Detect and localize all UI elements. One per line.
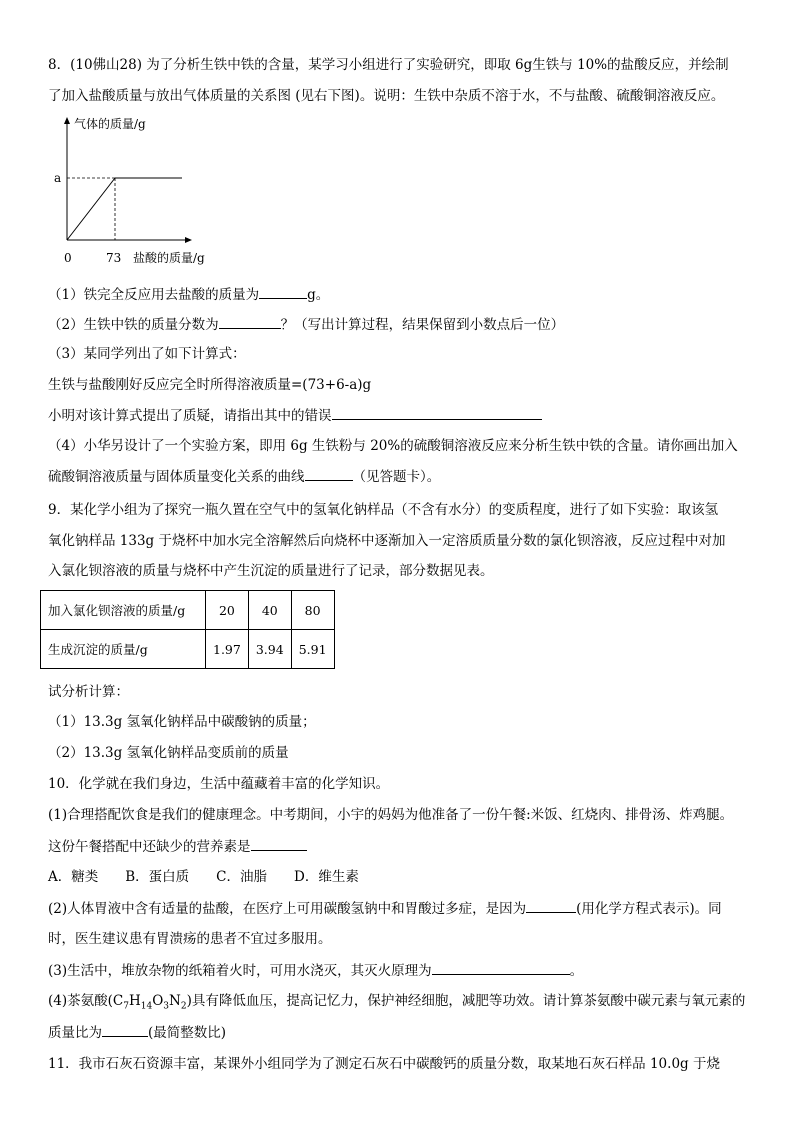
q8-line1: 8．(10佛山28) 为了分析生铁中铁的含量，某学习小组进行了实验研究，即取 6g生铁与 10%的盐酸反应，并绘制 bbox=[48, 57, 729, 73]
q8-p1-blank[interactable] bbox=[259, 284, 307, 299]
q10-p3: (3)生活中，堆放杂物的纸箱着火时，可用水浇灭，其灭火原理为 。 bbox=[48, 960, 583, 981]
q9-part1: （1）13.3g 氢氧化钠样品中碳酸钠的质量； bbox=[48, 714, 316, 730]
graph-origin: 0 bbox=[64, 251, 72, 265]
q9-analysis: 试分析计算： bbox=[48, 684, 129, 700]
q10-p4-line1: (4)茶氨酸$(C_7H_{14}O_3N_2)$具有降低血压，提高记忆力，保护神经细胞，减肥等功效。请计算茶氨酸中碳元素与氧元素的 bbox=[48, 993, 746, 1012]
table-cell: 1.97 bbox=[206, 630, 249, 669]
q8-part4-line1: （4）小华另设计了一个实验方案，即用 6g 生铁粉与 20%的硫酸铜溶液反应来分析生铁中铁的含量。请你画出加入 bbox=[48, 438, 738, 454]
table-row1-label: 加入氯化钡溶液的质量/g bbox=[41, 591, 206, 630]
graph-rise-line bbox=[67, 178, 115, 240]
q8-p1-pre: （1）铁完全反应用去盐酸的质量为 bbox=[48, 287, 260, 303]
q8-p2-post: ？（写出计算过程，结果保留到小数点后一位） bbox=[280, 317, 565, 333]
q10-p4-blank[interactable] bbox=[102, 1022, 148, 1037]
table-cell: 5.91 bbox=[291, 630, 334, 669]
table-cell: 40 bbox=[248, 591, 291, 630]
q8-part3: （3）某同学列出了如下计算式： bbox=[48, 346, 246, 362]
q10-p3-blank[interactable] bbox=[432, 960, 570, 975]
q8-question: 小明对该计算式提出了质疑，请指出其中的错误 bbox=[48, 405, 542, 426]
q10-p2-line1: (2)人体胃液中含有适量的盐酸，在医疗上可用碳酸氢钠中和胃酸过多症，是因为 (用化学方程式表示)。同 bbox=[48, 898, 722, 919]
q11-line1: 11．我市石灰石资源丰富，某课外小组同学为了测定石灰石中碳酸钙的质量分数，取某地石灰石样品 10.0g 于烧 bbox=[48, 1056, 720, 1072]
table-row bbox=[41, 591, 335, 630]
q8-part1 bbox=[48, 284, 329, 305]
q8-graph bbox=[48, 112, 238, 272]
q8-p3-blank[interactable] bbox=[332, 405, 542, 420]
graph-xlabel: 盐酸的质量/g bbox=[133, 251, 205, 265]
q10-p2-blank[interactable] bbox=[526, 898, 576, 913]
q10-p2-line2: 时，医生建议患有胃溃疡的患者不宜过多服用。 bbox=[48, 931, 332, 947]
table-row bbox=[41, 630, 335, 669]
q8-p2-pre: （2）生铁中铁的质量分数为 bbox=[48, 317, 219, 333]
q9-part2: （2）13.3g 氢氧化钠样品变质前的质量 bbox=[48, 745, 289, 761]
q10-options: A．糖类 B．蛋白质 C．油脂 D．维生素 bbox=[48, 869, 359, 885]
q10-p1-blank[interactable] bbox=[251, 836, 307, 851]
table-cell: 20 bbox=[206, 591, 249, 630]
table-cell: 3.94 bbox=[248, 630, 291, 669]
q8-p4-blank[interactable] bbox=[305, 466, 353, 481]
q9-line1: 9．某化学小组为了探究一瓶久置在空气中的氢氧化钠样品（不含有水分）的变质程度，进行了如下实验：取该氢 bbox=[48, 502, 719, 518]
q8-part2 bbox=[48, 314, 564, 335]
table-row2-label: 生成沉淀的质量/g bbox=[41, 630, 206, 669]
table-cell: 80 bbox=[291, 591, 334, 630]
q8-part4-line2: 硫酸铜溶液质量与固体质量变化关系的曲线 （见答题卡）。 bbox=[48, 466, 440, 487]
q8-formula: 生铁与盐酸刚好反应完全时所得溶液质量=(73+6-a)g bbox=[48, 377, 372, 393]
q9-line2: 氧化钠样品 133g 于烧杯中加水完全溶解然后向烧杯中逐渐加入一定溶质质量分数的氯化钡溶液，反应过程中对加 bbox=[48, 533, 726, 549]
graph-x-tick: 73 bbox=[106, 251, 122, 265]
q9-data-table bbox=[40, 590, 335, 669]
q8-p1-post: g。 bbox=[307, 287, 330, 303]
graph-y-tick: a bbox=[54, 171, 62, 185]
q8-p2-blank[interactable] bbox=[219, 314, 281, 329]
q8-line2: 了加入盐酸质量与放出气体质量的关系图 (见右下图)。说明：生铁中杂质不溶于水，不与盐酸、硫酸铜溶液反应。 bbox=[48, 88, 725, 104]
q10-line1: 10．化学就在我们身边，生活中蕴藏着丰富的化学知识。 bbox=[48, 776, 390, 792]
graph-ylabel: 气体的质量/g bbox=[74, 117, 146, 131]
q9-line3: 入氯化钡溶液的质量与烧杯中产生沉淀的质量进行了记录，部分数据见表。 bbox=[48, 563, 494, 579]
q10-p4-line2: 质量比为 (最简整数比) bbox=[48, 1022, 226, 1043]
q10-p1-line1: (1)合理搭配饮食是我们的健康理念。中考期间，小宇的妈妈为他准备了一份午餐:米饭、红烧肉、排骨汤、炸鸡腿。 bbox=[48, 807, 734, 823]
q10-p1-line2: 这份午餐搭配中还缺少的营养素是 bbox=[48, 836, 307, 857]
